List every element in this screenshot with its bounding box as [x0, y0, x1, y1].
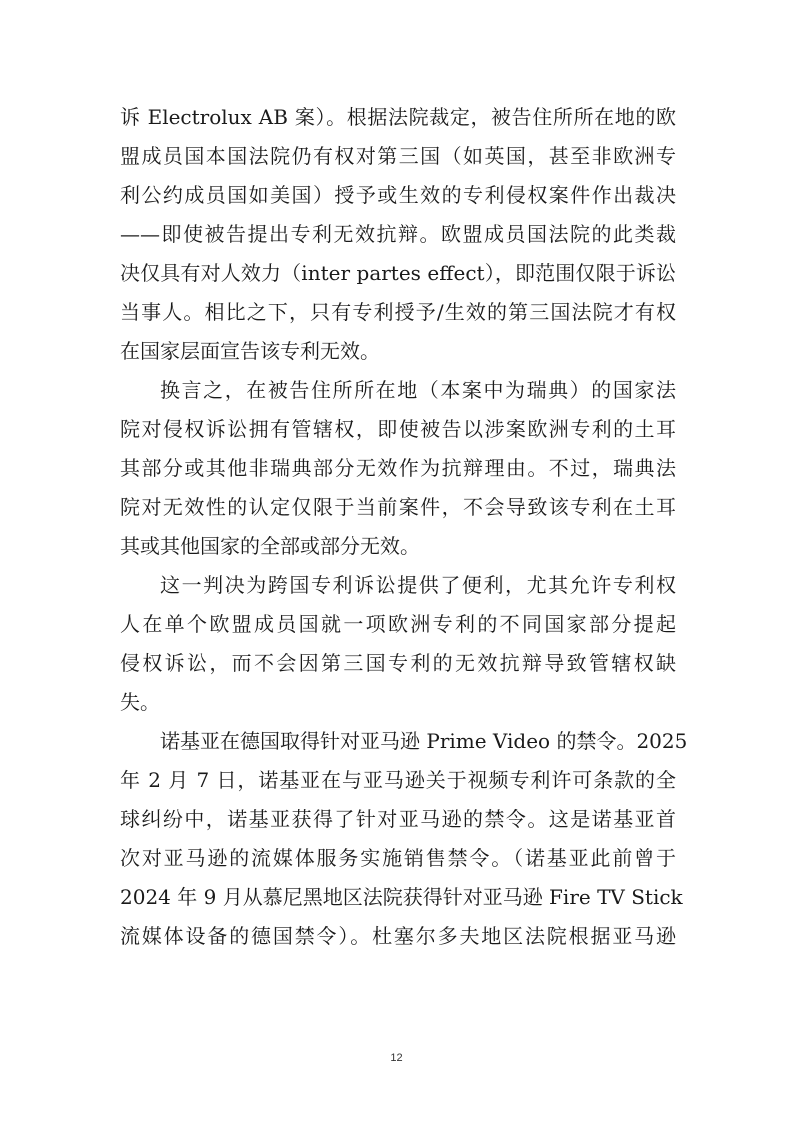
paragraph-line: ——即使被告提出专利无效抗辩。欧盟成员国法院的此类裁	[120, 222, 676, 246]
paragraph-line: 诺基亚在德国取得针对亚马逊 Prime Video 的禁令。2025	[160, 729, 688, 753]
paragraph-1	[120, 98, 676, 371]
paragraph-line: 院对侵权诉讼拥有管辖权，即使被告以涉案欧洲专利的土耳	[120, 417, 676, 441]
paragraph-2	[120, 371, 676, 566]
paragraph-line: 流媒体设备的德国禁令）。杜塞尔多夫地区法院根据亚马逊	[120, 924, 676, 948]
paragraph-line: 院对无效性的认定仅限于当前案件，不会导致该专利在土耳	[120, 495, 676, 519]
paragraph-4	[120, 722, 688, 956]
page-number: 12	[390, 1052, 403, 1064]
paragraph-line: 球纠纷中，诺基亚获得了针对亚马逊的禁令。这是诺基亚首	[120, 807, 676, 831]
paragraph-line: 利公约成员国如美国）授予或生效的专利侵权案件作出裁决	[120, 183, 676, 207]
paragraph-line: 人在单个欧盟成员国就一项欧洲专利的不同国家部分提起	[120, 612, 676, 636]
paragraph-line: 2024 年 9 月从慕尼黑地区法院获得针对亚马逊 Fire TV Stick	[120, 885, 683, 909]
paragraph-line: 侵权诉讼，而不会因第三国专利的无效抗辩导致管辖权缺	[120, 651, 676, 675]
paragraph-line: 决仅具有对人效力（inter partes effect），即范围仅限于诉讼	[120, 261, 676, 285]
paragraph-line: 在国家层面宣告该专利无效。	[120, 339, 380, 363]
paragraph-line: 当事人。相比之下，只有专利授予/生效的第三国法院才有权	[120, 300, 676, 324]
paragraph-line: 诉 Electrolux AB 案）。根据法院裁定，被告住所所在地的欧	[120, 105, 676, 129]
paragraph-3	[120, 566, 676, 722]
paragraph-line: 换言之，在被告住所所在地（本案中为瑞典）的国家法	[160, 378, 676, 402]
body-text	[120, 98, 688, 956]
paragraph-line: 这一判决为跨国专利诉讼提供了便利，尤其允许专利权	[160, 573, 676, 597]
paragraph-line: 其或其他国家的全部或部分无效。	[120, 534, 420, 558]
paragraph-line: 失。	[120, 690, 160, 714]
paragraph-line: 其部分或其他非瑞典部分无效作为抗辩理由。不过，瑞典法	[120, 456, 676, 480]
paragraph-line: 年 2 月 7 日，诺基亚在与亚马逊关于视频专利许可条款的全	[120, 768, 676, 792]
paragraph-line: 次对亚马逊的流媒体服务实施销售禁令。（诺基亚此前曾于	[120, 846, 676, 870]
paragraph-line: 盟成员国本国法院仍有权对第三国（如英国，甚至非欧洲专	[120, 144, 676, 168]
